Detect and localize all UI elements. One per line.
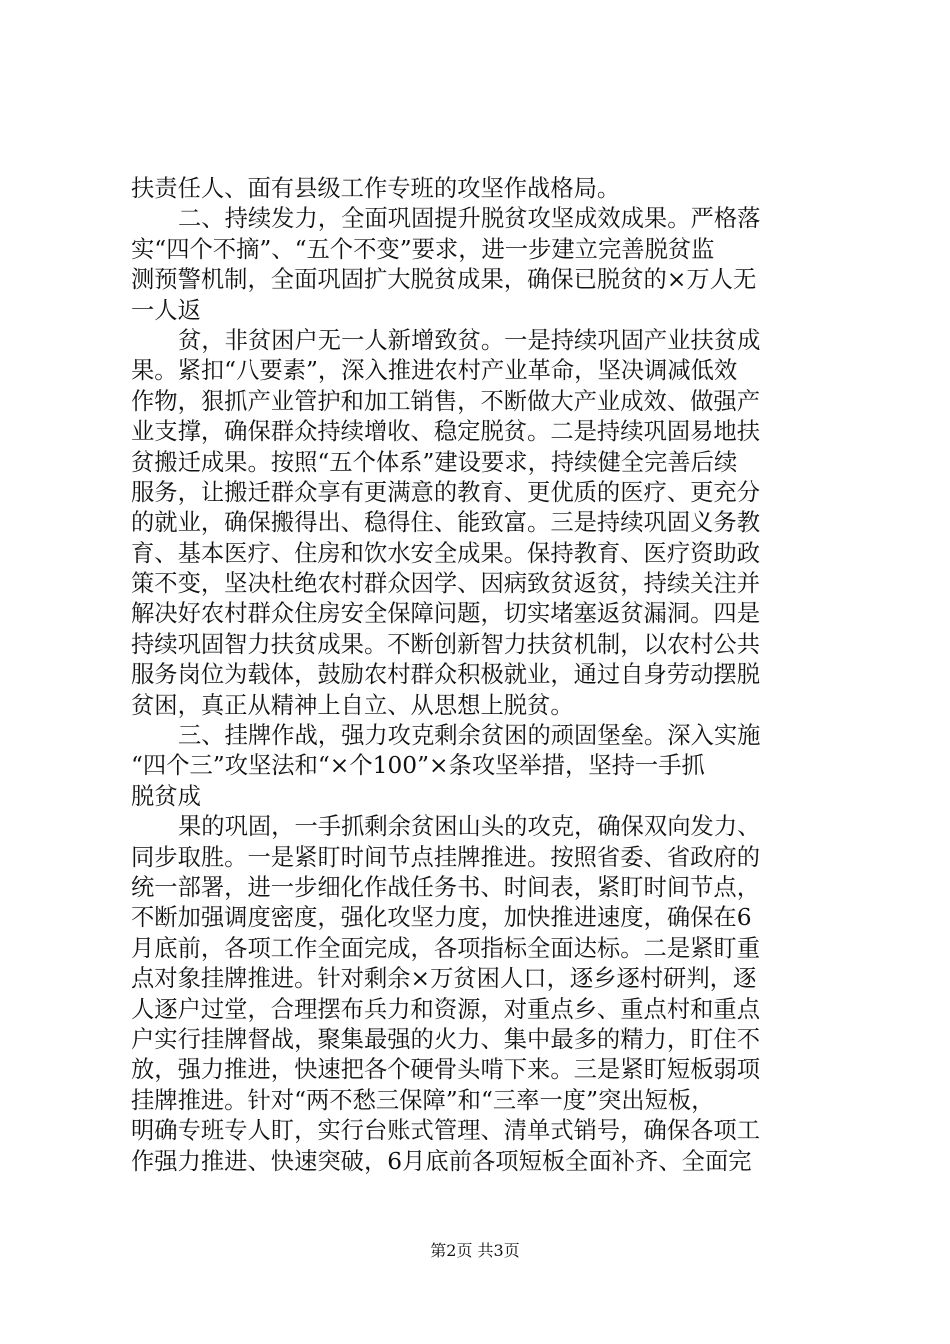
paragraph-heading-3: 三、挂牌作战，强力攻克剩余贫困的顽固堡垒。深入实施 xyxy=(178,722,761,750)
text-line: 作物，狠抓产业管护和加工销售，不断做大产业成效、做强产 xyxy=(131,387,761,415)
text-line: 贫困，真正从精神上自立、从思想上脱贫。 xyxy=(131,691,574,719)
text-line: 脱贫成 xyxy=(131,782,201,810)
text-line: 作强力推进、快速突破，6月底前各项短板全面补齐、全面完 xyxy=(131,1147,752,1175)
paragraph-heading-2: 二、持续发力，全面巩固提升脱贫攻坚成效成果。严格落 xyxy=(178,205,761,233)
text-line: 不断加强调度密度，强化攻坚力度，加快推进速度，确保在6 xyxy=(131,904,752,932)
text-line: 持续巩固智力扶贫成果。不断创新智力扶贫机制，以农村公共 xyxy=(131,630,761,658)
text-line: 实“四个不摘”、“五个不变”要求，进一步建立完善脱贫监 xyxy=(131,235,715,263)
text-line: 扶责任人、面有县级工作专班的攻坚作战格局。 xyxy=(131,175,621,202)
text-line: “四个三”攻坚法和“×个100”×条攻坚举措，坚持一手抓 xyxy=(131,752,705,780)
text-line: 统一部署，进一步细化作战任务书、时间表，紧盯时间节点， xyxy=(131,873,761,901)
text-line: 一人返 xyxy=(131,296,201,324)
text-line: 月底前，各项工作全面完成，各项指标全面达标。二是紧盯重 xyxy=(131,934,761,962)
text-line: 人逐户过堂，合理摆布兵力和资源，对重点乡、重点村和重点 xyxy=(131,995,761,1023)
text-line: 服务，让搬迁群众享有更满意的教育、更优质的医疗、更充分 xyxy=(131,478,761,506)
text-line: 育、基本医疗、住房和饮水安全成果。保持教育、医疗资助政 xyxy=(131,539,761,567)
text-line: 果。紧扣“八要素”，深入推进农村产业革命，坚决调减低效 xyxy=(131,357,738,385)
text-line: 点对象挂牌推进。针对剩余×万贫困人口，逐乡逐村研判，逐 xyxy=(131,965,757,993)
text-line: 测预警机制，全面巩固扩大脱贫成果，确保已脱贫的×万人无 xyxy=(131,266,757,294)
text-line: 户实行挂牌督战，聚集最强的火力、集中最多的精力，盯住不 xyxy=(131,1025,761,1053)
text-line: 解决好农村群众住房安全保障问题，切实堵塞返贫漏洞。四是 xyxy=(131,600,761,628)
text-line: 果的巩固，一手抓剩余贫困山头的攻克，确保双向发力、 xyxy=(178,813,761,841)
text-line: 放，强力推进，快速把各个硬骨头啃下来。三是紧盯短板弱项 xyxy=(131,1056,761,1084)
text-line: 同步取胜。一是紧盯时间节点挂牌推进。按照省委、省政府的 xyxy=(131,843,761,871)
text-line: 策不变，坚决杜绝农村群众因学、因病致贫返贫，持续关注并 xyxy=(131,570,761,598)
text-line: 业支撑，确保群众持续增收、稳定脱贫。二是持续巩固易地扶 xyxy=(131,418,761,446)
text-line: 的就业，确保搬得出、稳得住、能致富。三是持续巩固义务教 xyxy=(131,509,761,537)
page-number-footer: 第2页 共3页 xyxy=(430,1241,520,1260)
text-line: 明确专班专人盯，实行台账式管理、清单式销号，确保各项工 xyxy=(131,1117,761,1145)
text-line: 贫搬迁成果。按照“五个体系”建设要求，持续健全完善后续 xyxy=(131,448,738,476)
text-line: 挂牌推进。针对“两不愁三保障”和“三率一度”突出短板， xyxy=(131,1086,715,1114)
text-line: 贫，非贫困户无一人新增致贫。一是持续巩固产业扶贫成 xyxy=(178,326,761,354)
text-line: 服务岗位为载体，鼓励农村群众积极就业，通过自身劳动摆脱 xyxy=(131,661,761,689)
document-body xyxy=(131,174,831,1177)
